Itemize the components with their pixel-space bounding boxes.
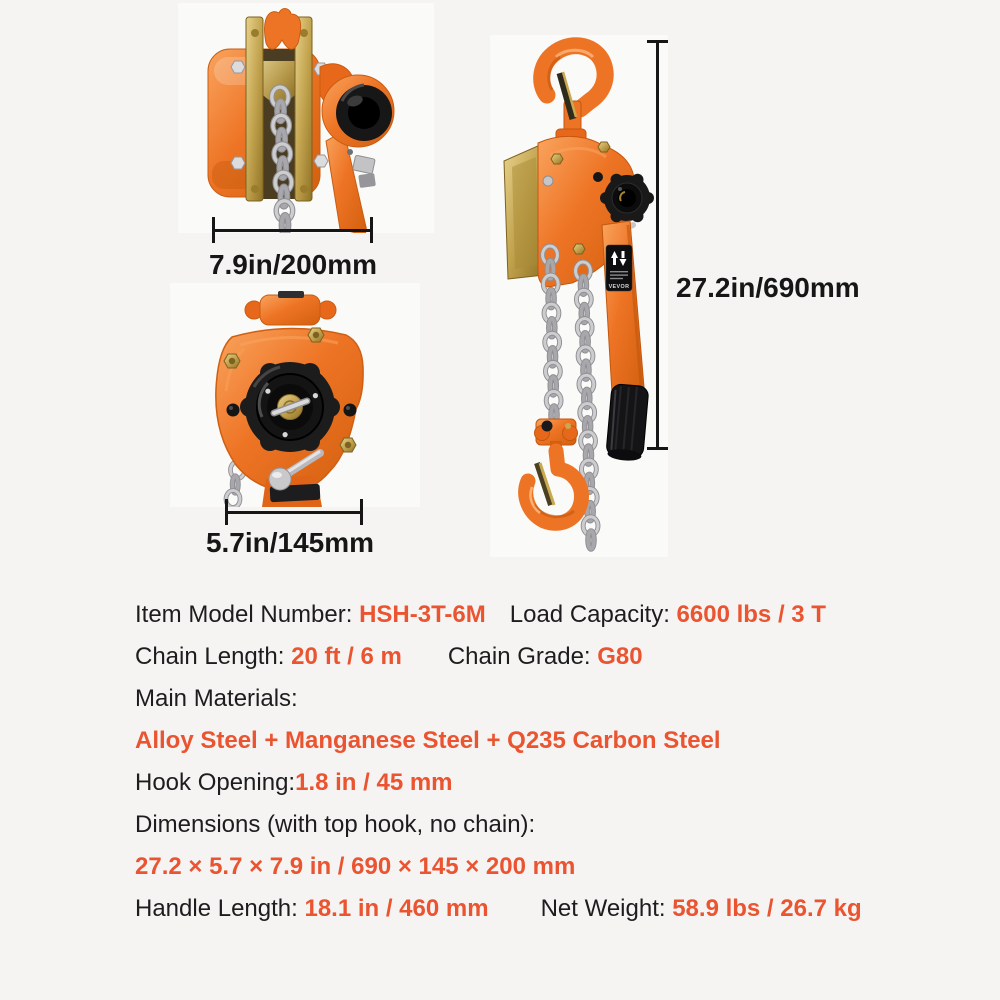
spec-label: Chain Grade: xyxy=(447,643,598,670)
height-dimension-line xyxy=(647,40,668,450)
spec-label: Main Materials: xyxy=(135,685,298,712)
spec-value: 18.1 in / 460 mm xyxy=(304,895,489,922)
spec-value: 27.2 × 5.7 × 7.9 in / 690 × 145 × 200 mm xyxy=(135,853,576,880)
spec-value: 20 ft / 6 m xyxy=(291,643,402,670)
spec-label: Item Model Number: xyxy=(135,601,360,628)
spec-label: Handle Length: xyxy=(135,895,305,922)
spec-label: Hook Opening: xyxy=(135,769,296,796)
width-dimension-label: 7.9in/200mm xyxy=(208,249,378,280)
spec-row-hook-opening xyxy=(135,762,915,804)
rubber-grip xyxy=(606,384,649,462)
spec-value: 6600 lbs / 3 T xyxy=(676,601,826,628)
spec-row-dimensions-value xyxy=(135,846,915,888)
brand-logo: VEVOR xyxy=(608,284,630,290)
depth-dimension-label: 5.7in/145mm xyxy=(205,527,375,558)
spec-value: 58.9 lbs / 26.7 kg xyxy=(672,895,862,922)
spec-value: HSH-3T-6M xyxy=(359,601,486,628)
hoist-side-view-photo xyxy=(178,3,434,233)
spec-row-dimensions-heading xyxy=(135,804,915,846)
spec-label: Dimensions (with top hook, no chain): xyxy=(135,811,536,838)
spec-row-chain xyxy=(135,636,915,678)
freewheel-knob xyxy=(336,85,392,141)
spec-row-model-capacity xyxy=(135,594,915,636)
spec-row-handle-weight xyxy=(135,888,915,930)
spec-row-materials-heading xyxy=(135,678,915,720)
warning-label xyxy=(606,245,632,291)
spec-label: Load Capacity: xyxy=(509,601,677,628)
spec-gap xyxy=(489,915,541,916)
hoist-full-view-photo xyxy=(490,35,668,557)
spec-row-materials-value xyxy=(135,720,915,762)
width-dimension-line xyxy=(212,217,373,243)
height-dimension-label: 27.2in/690mm xyxy=(676,272,860,303)
spec-value: 1.8 in / 45 mm xyxy=(295,769,453,796)
spec-gap xyxy=(402,663,448,664)
hoist-front-view-photo xyxy=(170,283,420,507)
spec-gap xyxy=(486,621,510,622)
spec-value: Alloy Steel + Manganese Steel + Q235 Carbon Steel xyxy=(135,727,721,754)
depth-dimension-line xyxy=(225,499,363,525)
spec-label: Net Weight: xyxy=(540,895,673,922)
spec-value: G80 xyxy=(597,643,643,670)
spec-label: Chain Length: xyxy=(135,643,292,670)
spec-list xyxy=(135,594,915,930)
